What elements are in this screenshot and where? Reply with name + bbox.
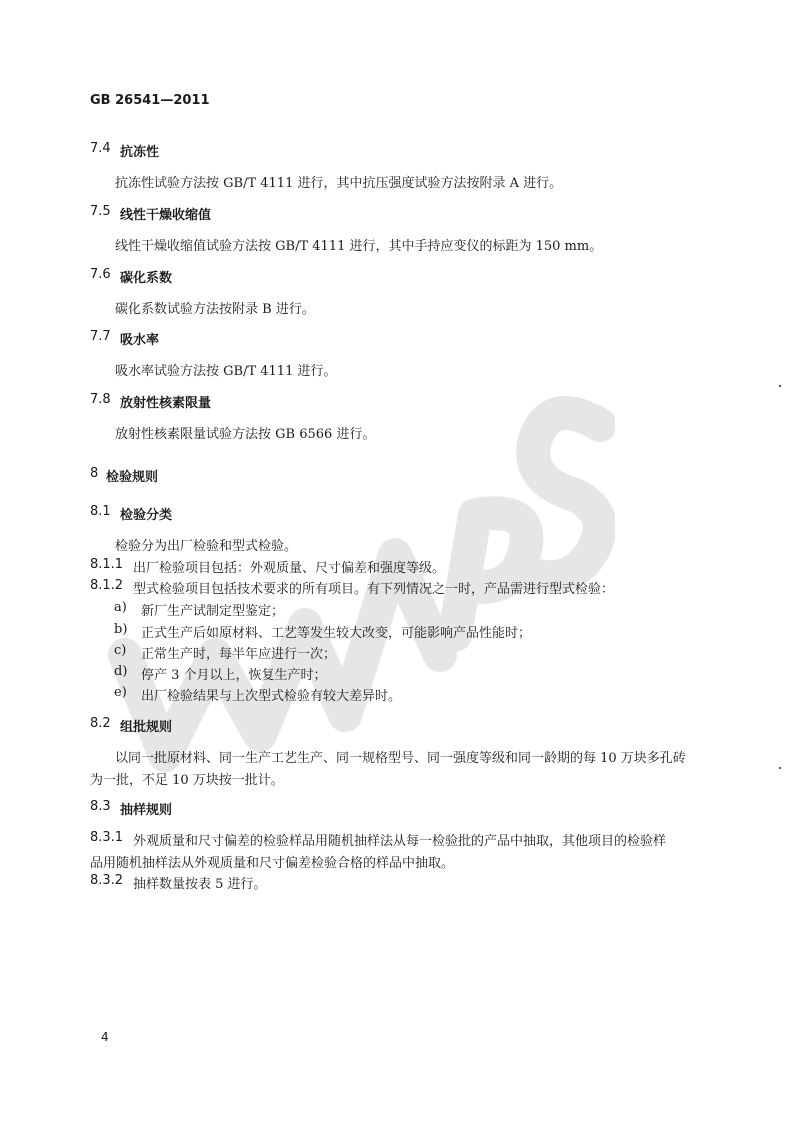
section-8-3-1-text-line2: 品用随机抽样法从外观质量和尺寸偏差检验合格的样品中抽取。 <box>90 856 455 871</box>
section-7-7-title: 吸水率 <box>120 333 160 348</box>
list-item-label: b) <box>114 622 128 637</box>
section-8-number: 8 <box>90 466 99 481</box>
section-8-1-number: 8.1 <box>90 504 111 519</box>
section-8-3-2-text: 抽样数量按表 5 进行。 <box>133 877 267 892</box>
section-8-2-text-line2: 为一批，不足 10 万块按一批计。 <box>90 773 284 788</box>
section-8-1-title: 检验分类 <box>120 508 173 523</box>
section-8-3-number: 8.3 <box>90 799 111 814</box>
section-8-2-text-line1: 以同一批原材料、同一生产工艺生产、同一规格型号、同一强度等级和同一龄期的每 10 万块多孔砖 <box>115 751 686 766</box>
list-item-text: 正式生产后如原材料、工艺等发生较大改变，可能影响产品性能时； <box>141 626 532 641</box>
section-7-4-title: 抗冻性 <box>120 145 160 160</box>
list-item-text: 停产 3 个月以上，恢复生产时； <box>141 668 327 683</box>
list-item-text: 新厂生产试制定型鉴定； <box>141 604 285 619</box>
section-8-1-1-text: 出厂检验项目包括：外观质量、尺寸偏差和强度等级。 <box>133 561 446 576</box>
section-7-5-title: 线性干燥收缩值 <box>120 208 212 223</box>
section-8-3-1-text-line1: 外观质量和尺寸偏差的检验样品用随机抽样法从每一检验批的产品中抽取，其他项目的检验样 <box>133 834 667 849</box>
section-7-5-text: 线性干燥收缩值试验方法按 GB/T 4111 进行，其中手持应变仪的标距为 150 mm。 <box>115 239 603 254</box>
scan-speck <box>779 385 781 387</box>
list-item-text: 出厂检验结果与上次型式检验有较大差异时。 <box>141 689 402 704</box>
scan-speck <box>779 767 781 769</box>
section-7-7-number: 7.7 <box>90 329 111 344</box>
list-item-label: d) <box>114 664 128 679</box>
section-7-8-title: 放射性核素限量 <box>120 396 212 411</box>
section-8-2-title: 组批规则 <box>120 720 173 735</box>
section-7-6-number: 7.6 <box>90 267 111 282</box>
section-7-6-text: 碳化系数试验方法按附录 B 进行。 <box>115 302 315 317</box>
section-7-4-text: 抗冻性试验方法按 GB/T 4111 进行，其中抗压强度试验方法按附录 A 进行。 <box>115 176 563 191</box>
section-7-8-text: 放射性核素限量试验方法按 GB 6566 进行。 <box>115 427 376 442</box>
section-7-8-number: 7.8 <box>90 392 111 407</box>
section-8-1-2-text: 型式检验项目包括技术要求的所有项目。有下列情况之一时，产品需进行型式检验： <box>133 582 615 597</box>
list-item-label: c) <box>114 643 127 658</box>
list-item-label: e) <box>114 685 127 700</box>
section-7-4-number: 7.4 <box>90 141 111 156</box>
list-item-label: a) <box>114 600 127 615</box>
list-item-text: 正常生产时，每半年应进行一次； <box>141 647 337 662</box>
section-8-title: 检验规则 <box>106 470 159 485</box>
section-8-3-2-number: 8.3.2 <box>90 873 124 888</box>
section-8-1-text: 检验分为出厂检验和型式检验。 <box>115 539 298 554</box>
standard-code-header: GB 26541—2011 <box>90 93 210 108</box>
section-8-2-number: 8.2 <box>90 716 111 731</box>
section-8-1-1-number: 8.1.1 <box>90 557 124 572</box>
section-7-6-title: 碳化系数 <box>120 271 173 286</box>
page-number: 4 <box>101 1030 109 1044</box>
section-8-1-2-number: 8.1.2 <box>90 578 124 593</box>
section-7-7-text: 吸水率试验方法按 GB/T 4111 进行。 <box>115 364 337 379</box>
section-7-5-number: 7.5 <box>90 204 111 219</box>
section-8-3-title: 抽样规则 <box>120 803 173 818</box>
section-8-3-1-number: 8.3.1 <box>90 830 124 845</box>
